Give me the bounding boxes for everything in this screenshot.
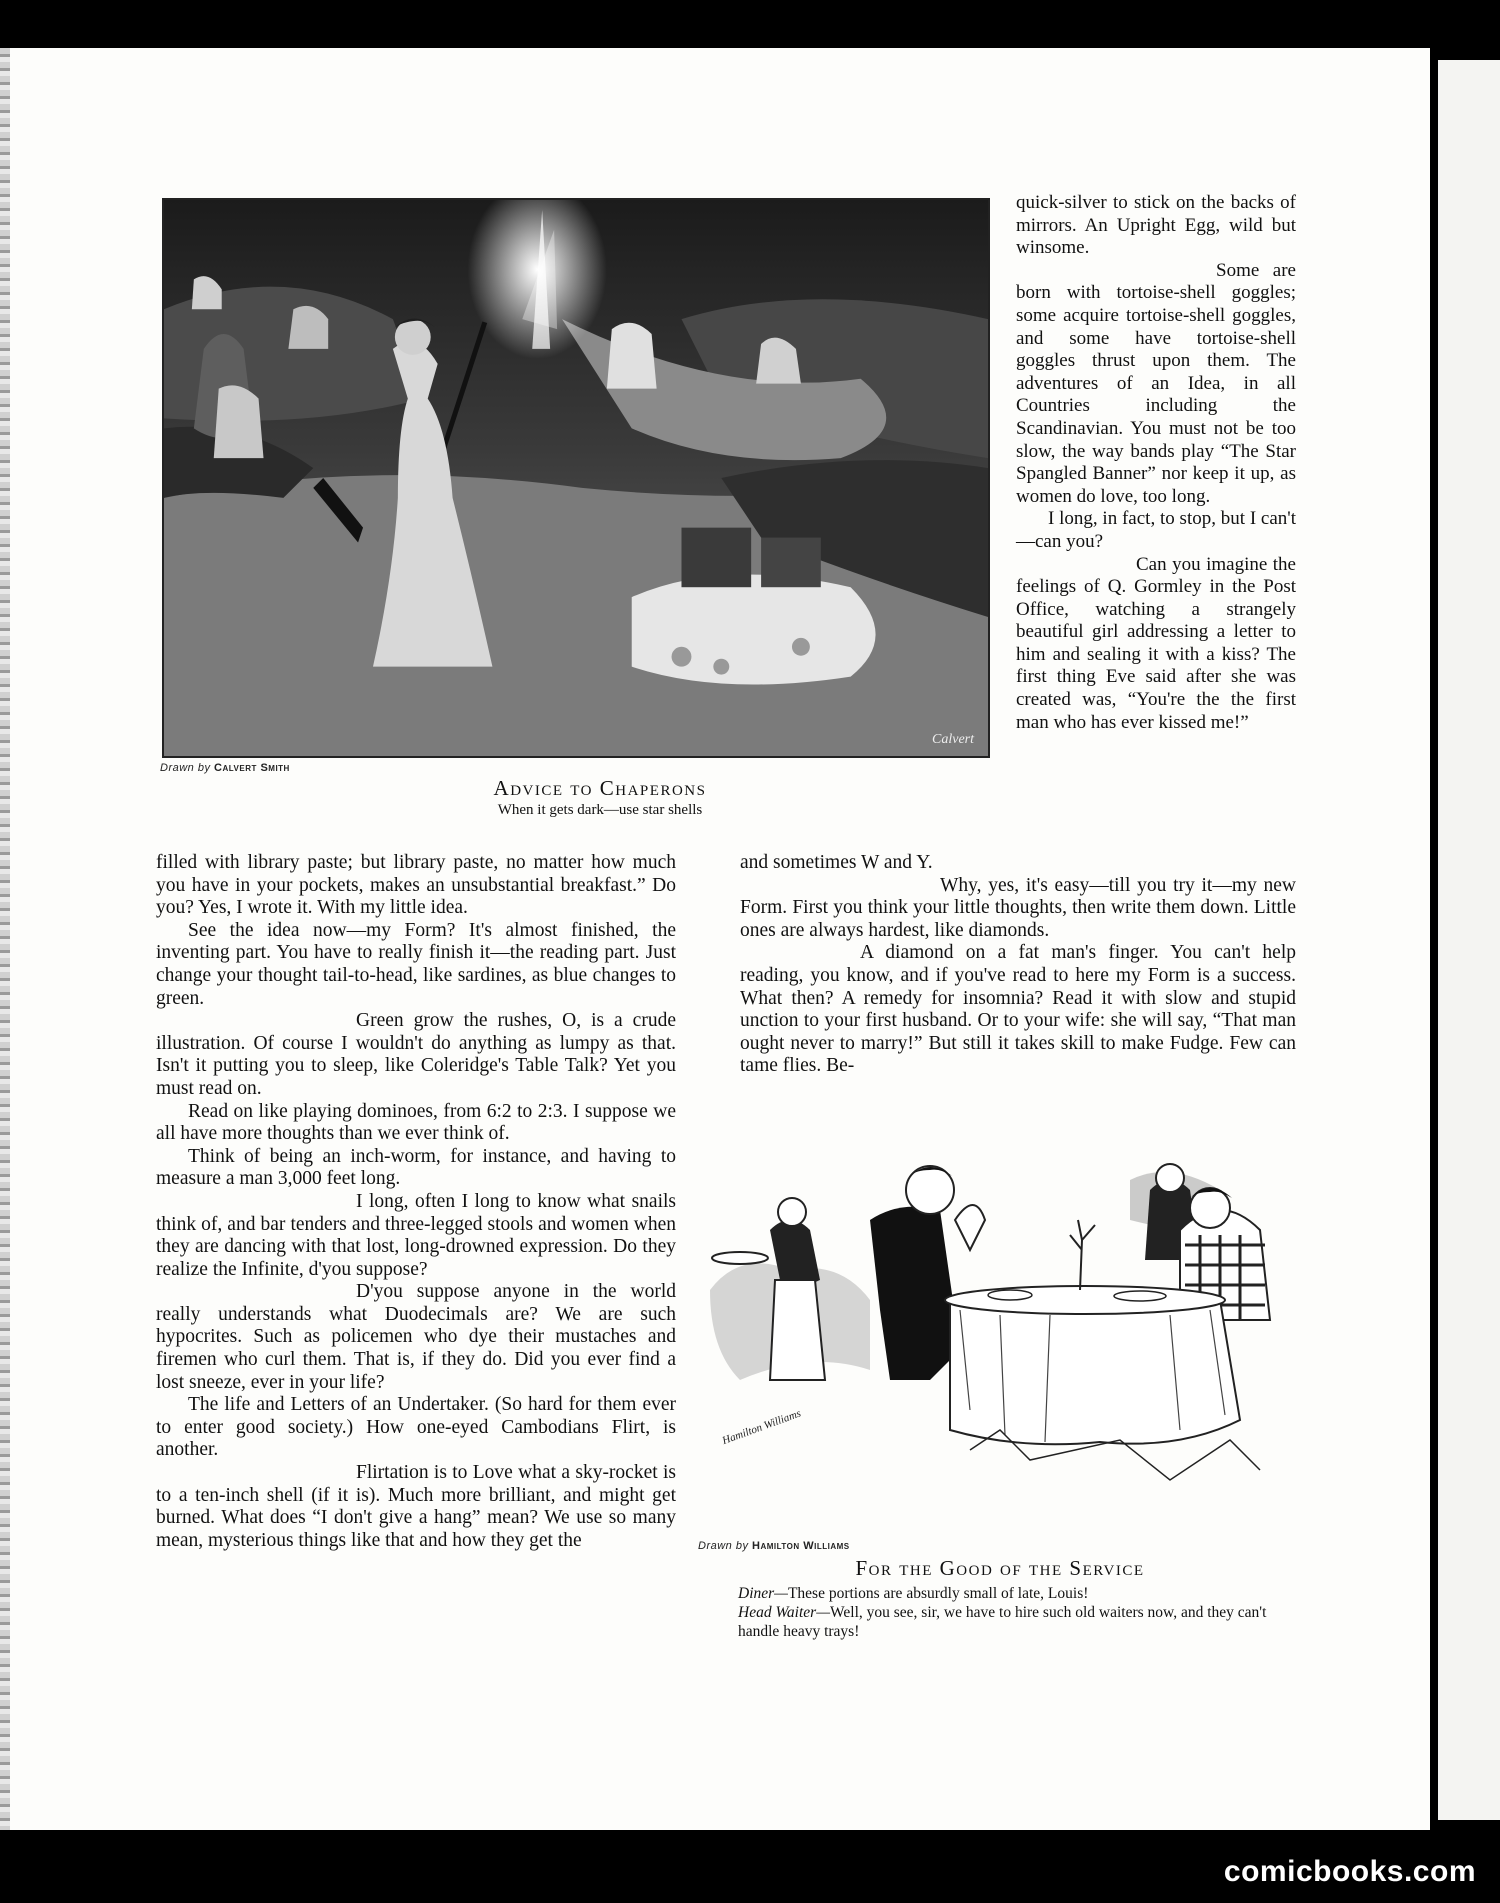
paragraph: A diamond on a fat man's finger. You can't help reading, you know, and if you've read to here my Form is a success. What then? A remedy for insomnia? Read it with slow and stupid unction to your first husband. Or to your wife: she will say, “That man ought never to marry!” But still it takes skill to make Fudge. Few can tame flies. Be- — [740, 942, 1296, 1077]
credit-calvert-smith — [160, 762, 290, 774]
credit-prefix: Drawn by — [698, 1540, 749, 1552]
paragraph: I long, in fact, to stop, but I can't—can you? — [1016, 508, 1296, 552]
paragraph: Think of being an inch-worm, for instance, and having to measure a man 3,000 feet long. — [156, 1145, 676, 1190]
paragraph: Read on like playing dominoes, from 6:2 to 2:3. I suppose we all have more thoughts than we ever think of. — [156, 1100, 676, 1145]
dialog-text: These portions are absurdly small of late, Louis! — [787, 1585, 1089, 1602]
paragraph: Why, yes, it's easy—till you try it—my new Form. First you think your little thoughts, then write them down. Little ones are always hardest, like diamonds. — [740, 874, 1296, 941]
signature-calvert: Calvert — [932, 732, 974, 747]
text-column-middle-right — [740, 852, 1296, 1078]
paragraph: filled with library paste; but library paste, no matter how much you have in your pockets, makes an unsubstantial breakfast.” Do you? Yes, I wrote it. With my little idea. — [156, 852, 676, 919]
page-gutter — [1430, 48, 1438, 1830]
dialog-line — [738, 1603, 1278, 1641]
credit-name: Hamilton Williams — [752, 1540, 850, 1552]
speaker-head-waiter: Head Waiter— — [738, 1604, 830, 1621]
watermark: comicbooks.com — [1223, 1855, 1476, 1888]
caption-subtitle-advice: When it gets dark—use star shells — [497, 802, 703, 818]
signature-hamilton-williams: Hamilton Williams — [720, 1407, 803, 1448]
text-column-left — [156, 852, 676, 1552]
dialog-text: Well, you see, sir, we have to hire such old waiters now, and they can't handle heavy trays! — [738, 1604, 1267, 1640]
paragraph: Green grow the rushes, O, is a crude illustration. Of course I wouldn't do anything as lumpy as that. Isn't it putting you to sleep, like Coleridge's Table Talk? Yet you must read on. — [156, 1010, 676, 1099]
caption-dialog — [738, 1584, 1278, 1641]
caption-title-service: For the Good of the Service — [855, 1556, 1145, 1580]
paragraph: Some are born with tortoise-shell goggles; some acquire tortoise-shell goggles, and some have tortoise-shell goggles thrust upon them. The adventures of an Idea, in all Countries including the Scandinavian. You must not be too slow, the way bands play “The Star Spangled Banner” nor keep it up, as women do love, too long. — [1016, 259, 1296, 507]
speaker-diner: Diner— — [738, 1585, 788, 1602]
paragraph: See the idea now—my Form? It's almost finished, the inventing part. You have to really finish it—the reading part. Just change your thought tail-to-head, like sardines, as blue changes to green. — [156, 919, 676, 1009]
paragraph: Flirtation is to Love what a sky-rocket is to a ten-inch shell (if it is). Much more brilliant, and might get burned. What does “I don't give a hang” mean? We use so many mean, mysterious things like that and how they get the — [156, 1462, 676, 1551]
paragraph: and sometimes W and Y. — [740, 852, 933, 873]
illustration-for-the-good-of-the-service — [700, 1150, 1300, 1534]
credit-name: Calvert Smith — [214, 762, 290, 774]
credit-hamilton-williams — [698, 1540, 850, 1552]
text-column-top-right — [1016, 192, 1296, 734]
next-page-edge — [1438, 60, 1500, 1820]
caption-title-advice: Advice to Chaperons — [493, 776, 707, 800]
paragraph: quick-silver to stick on the backs of mirrors. An Upright Egg, wild but winsome. — [1016, 192, 1296, 259]
illustration-advice-to-chaperons — [162, 198, 990, 758]
paragraph: The life and Letters of an Undertaker. (So hard for them ever to enter good society.) How one-eyed Cambodians Flirt, is another. — [156, 1394, 676, 1461]
credit-prefix: Drawn by — [160, 762, 211, 774]
paragraph: Can you imagine the feelings of Q. Gormley in the Post Office, watching a strangely beautiful girl addressing a letter to him and sealing it with a kiss? The first thing Eve said after she was created was, “You're the the first man who has ever kissed me!” — [1016, 553, 1296, 733]
dialog-line — [738, 1584, 1278, 1603]
paragraph: I long, often I long to know what snails think of, and bar tenders and three-legged stools and women when they are dancing with that lost, long-drowned expression. Do they realize the Infinite, d'you suppose? — [156, 1190, 676, 1280]
paragraph: D'you suppose anyone in the world really understands what Duodecimals are? We are such hypocrites. Such as policemen who dye their mustaches and firemen who curl them. That is, if they do. Did you ever find a lost sneeze, ever in your life? — [156, 1281, 676, 1393]
